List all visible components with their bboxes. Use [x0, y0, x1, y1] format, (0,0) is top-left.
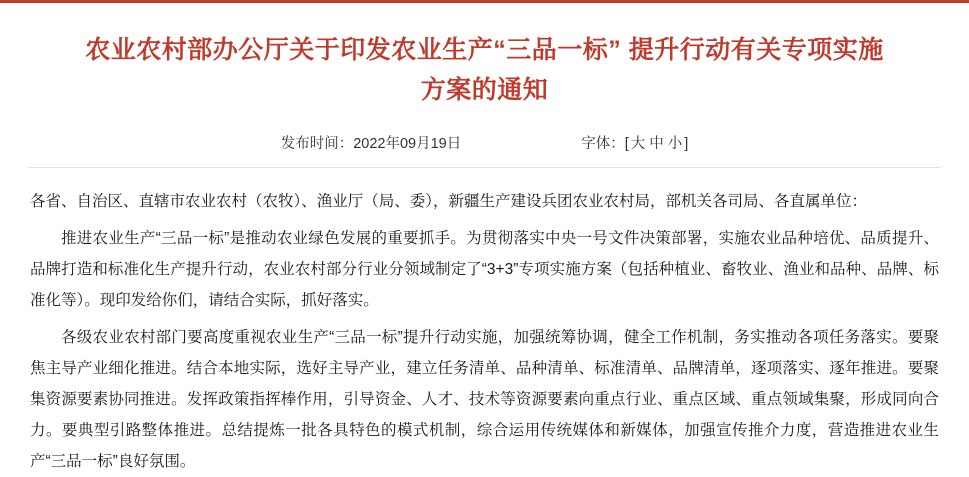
publish-date: 发布时间：2022年09月19日: [280, 136, 462, 152]
body-paragraph-2: 各级农业农村部门要高度重视农业生产“三品一标”提升行动实施，加强统筹协调，健全工作机制，务实推动各项任务落实。要聚焦主导产业细化推进。结合本地实际，选好主导产业，建立任务清单、品种清单、标准清单、品牌清单，逐项落实、逐年推进。要聚集资源要素协同推进。发挥政策指挥棒作用，引导资金、人才、技术等资源要素向重点行业、重点区域、重点领域集聚，形成同向合力。要典型引路整体推进。总结提炼一批各具特色的模式机制，综合运用传统媒体和新媒体，加强宣传推介力度，营造推进农业生产“三品一标”良好氛围。: [30, 329, 939, 470]
document-meta: [0, 132, 969, 153]
font-size-medium-link[interactable]: 中: [649, 136, 664, 152]
body-paragraph-1: 推进农业生产“三品一标”是推动农业绿色发展的重要抓手。为贯彻落实中央一号文件决策部署，实施农业品种培优、品质提升、品牌打造和标准化生产提升行动，农业农村部分行业分领域制定了“3+3”专项实施方案（包括种植业、畜牧业、渔业和品种、品牌、标准化等）。现印发给你们，请结合实际，抓好落实。: [30, 230, 939, 309]
font-size-label-end: ]: [684, 136, 689, 152]
font-size-control: [581, 132, 688, 153]
top-accent-rule: [0, 0, 969, 3]
font-size-small-link[interactable]: 小: [667, 136, 683, 152]
font-size-options: [629, 136, 685, 152]
font-size-large-link[interactable]: 大: [630, 136, 646, 152]
body-paragraph-salutation: 各省、自治区、直辖市农业农村（农牧）、渔业厅（局、委），新疆生产建设兵团农业农村局，部机关各司局、各直属单位：: [30, 193, 868, 210]
document-body: [0, 168, 969, 477]
font-size-label: 字体：[: [581, 136, 629, 152]
page-title: 农业农村部办公厅关于印发农业生产“三品一标” 提升行动有关专项实施方案的通知: [85, 36, 884, 104]
